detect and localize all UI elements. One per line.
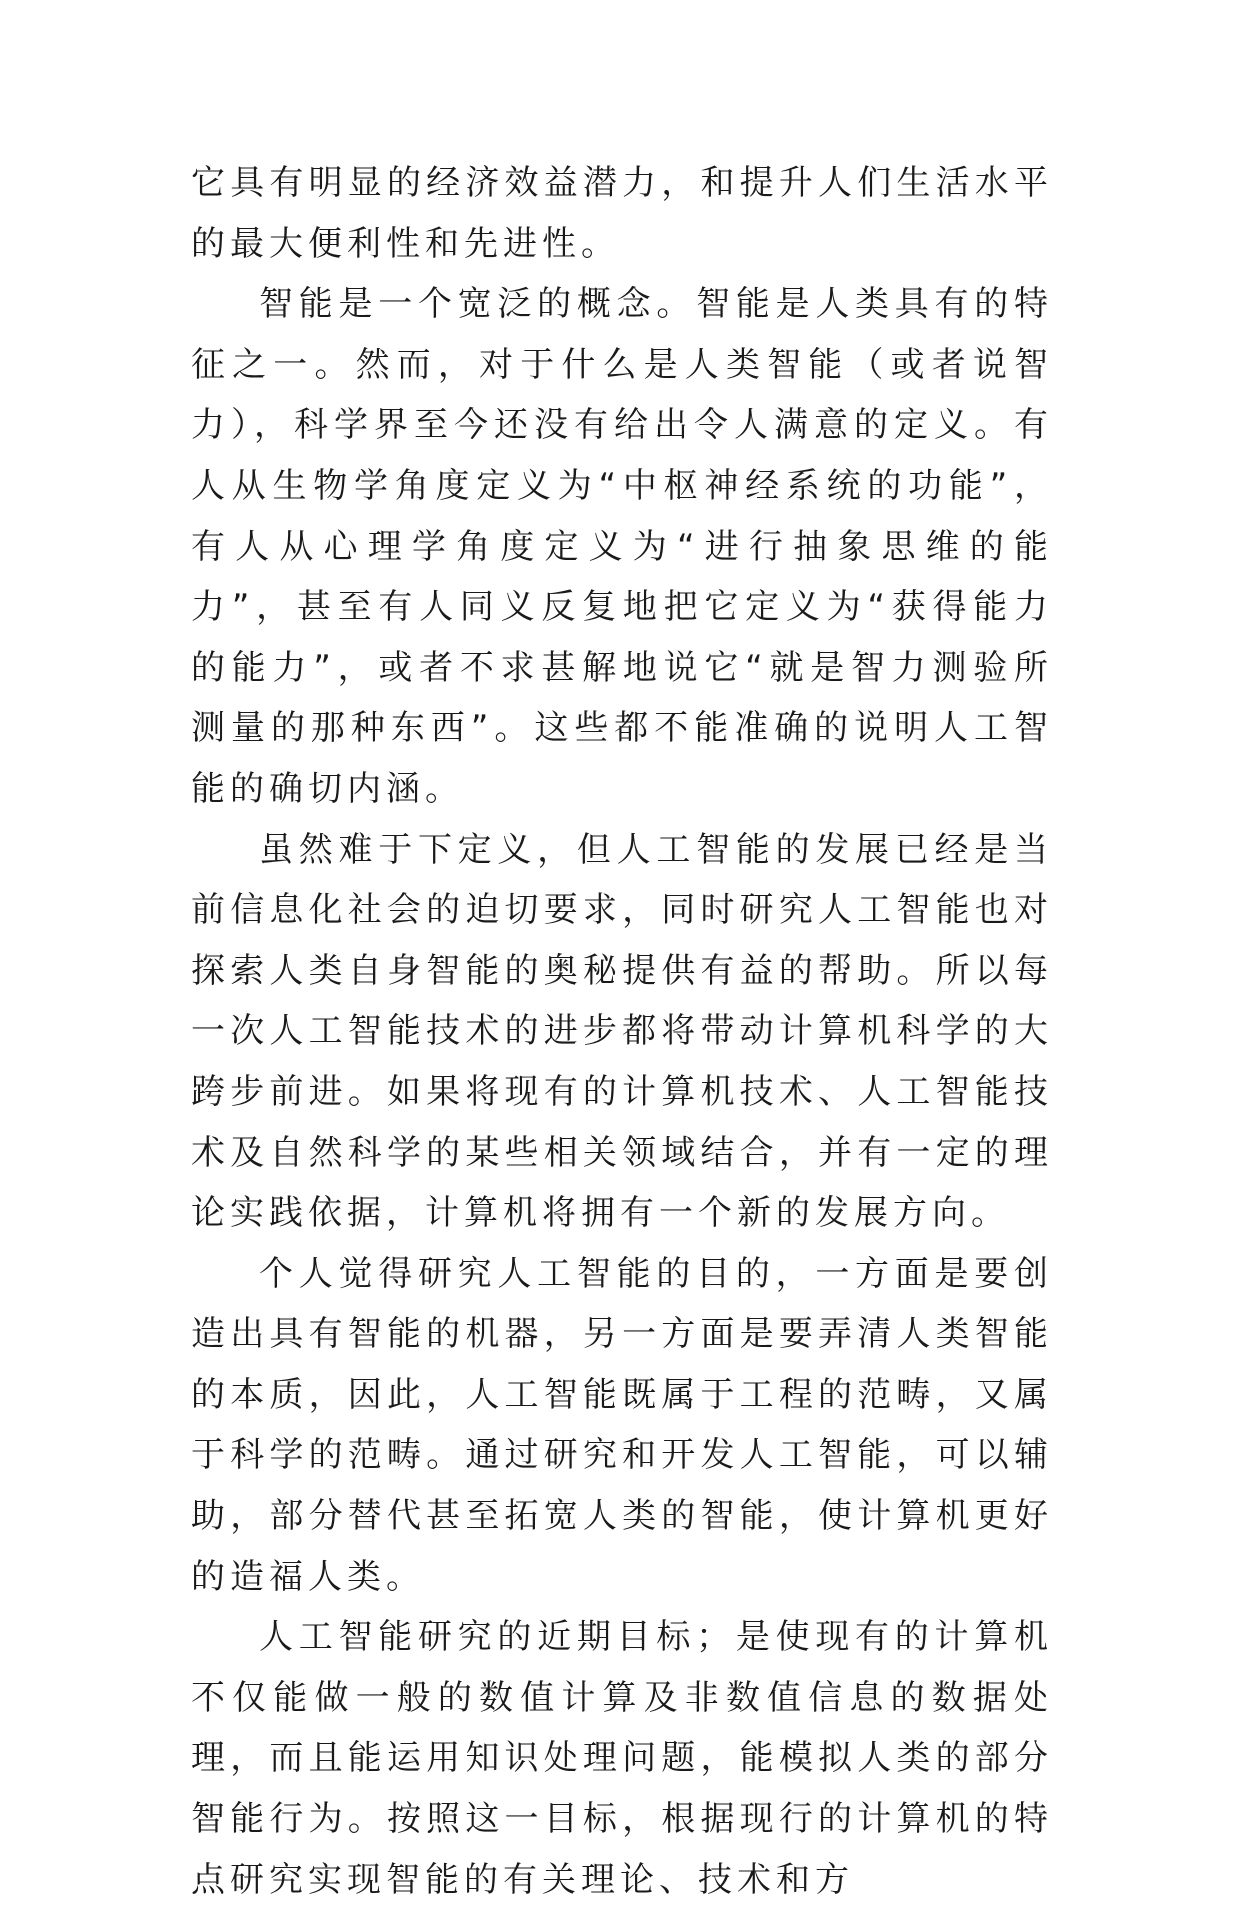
paragraph-ai-development: 虽然难于下定义，但人工智能的发展已经是当前信息化社会的迫切要求，同时研究人工智能也对探索人类自身智能的奥秘提供有益的帮助。所以每一次人工智能技术的进步都将带动计算机科学的大跨步前进。如果将现有的计算机技术、人工智能技术及自然科学的某些相关领域结合，并有一定的理论实践依据，计算机将拥有一个新的发展方向。 [191,829,1053,1234]
body-text [191,153,1053,1910]
paragraph-continuation: 它具有明显的经济效益潜力，和提升人们生活水平的最大便利性和先进性。 [191,163,1053,264]
paragraph-ai-near-term-goal: 人工智能研究的近期目标；是使现有的计算机不仅能做一般的数值计算及非数值信息的数据处理，而且能运用知识处理问题，能模拟人类的部分智能行为。按照这一目标，根据现行的计算机的特点研究实现智能的有关理论、技术和方 [191,1617,1053,1900]
paragraph-intelligence-definition: 智能是一个宽泛的概念。智能是人类具有的特征之一。然而，对于什么是人类智能（或者说智力），科学界至今还没有给出令人满意的定义。有人从生物学角度定义为“中枢神经系统的功能”，有人从心理学角度定义为“进行抽象思维的能力”，甚至有人同义反复地把它定义为“获得能力的能力”，或者不求甚解地说它“就是智力测验所测量的那种东西”。这些都不能准确的说明人工智能的确切内涵。 [191,284,1053,809]
paragraph-ai-purpose: 个人觉得研究人工智能的目的，一方面是要创造出具有智能的机器，另一方面是要弄清人类智能的本质，因此，人工智能既属于工程的范畴，又属于科学的范畴。通过研究和开发人工智能，可以辅助，部分替代甚至拓宽人类的智能，使计算机更好的造福人类。 [191,1253,1053,1597]
